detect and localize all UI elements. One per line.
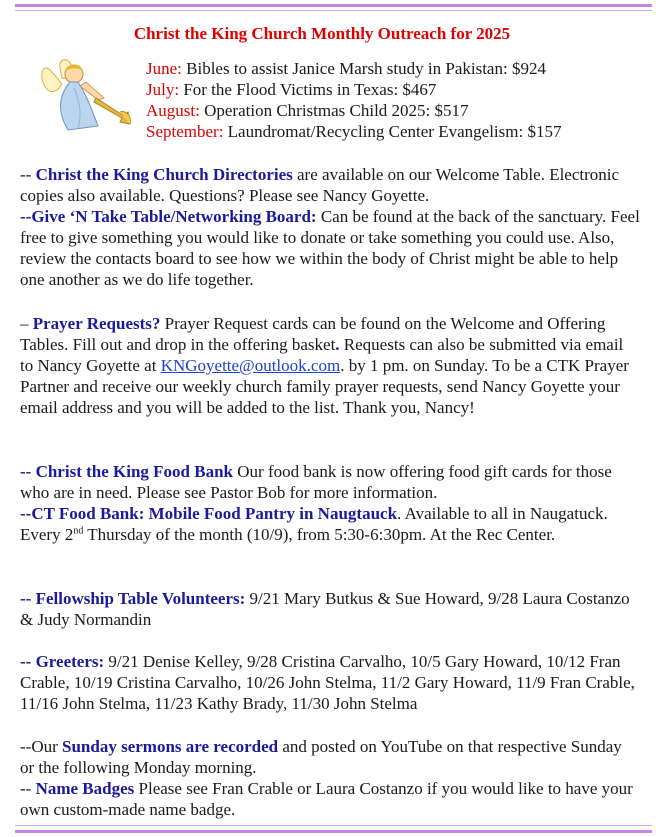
email-link[interactable]: KNGoyette@outlook.com <box>160 356 341 375</box>
sermons-heading: Sunday sermons are recorded <box>62 737 279 756</box>
outreach-month: August: <box>146 101 200 120</box>
name-badges-paragraph: -- Name Badges Please see Fran Crable or Laura Costanzo if you would like to have your own custom-made name badge. <box>20 779 633 819</box>
give-take-paragraph <box>20 206 640 290</box>
sermons-text: and posted on YouTube on that respective Sunday or the following Monday morning. <box>20 737 622 777</box>
outreach-list <box>146 58 561 142</box>
give-take-heading: --Give ‘N Take Table/Networking Board: <box>20 207 317 226</box>
page-title: Christ the King Church Monthly Outreach for 2025 <box>133 24 511 43</box>
sermons-paragraph: --Our Sunday sermons are recorded and posted on YouTube on that respective Sunday or the following Monday morning. <box>20 737 622 777</box>
top-border <box>15 4 652 7</box>
outreach-text: For the Flood Victims in Texas: $467 <box>179 80 437 99</box>
name-badges-text: Please see Fran Crable or Laura Costanzo if you would like to have your own custom-made name badge. <box>20 779 633 819</box>
directories-paragraph: -- Christ the King Church Directories are available on our Welcome Table. Electronic copies also available. Questions? Please see Nancy Goyette. <box>20 165 620 205</box>
angel-trumpet-illustration <box>34 54 134 136</box>
directories-text: are available on our Welcome Table. Electronic copies also available. Questions? Please see Nancy Goyette. <box>20 165 620 205</box>
ct-food-bank-paragraph: --CT Food Bank: Mobile Food Pantry in Naugtauck. Available to all in Naugatuck. Every 2nd Thursday of the month (10/9), from 5:30-6:30pm. At the Rec Center. <box>20 504 608 544</box>
outreach-month: September: <box>146 122 224 141</box>
top-border-inner <box>15 10 652 11</box>
outreach-item <box>146 58 561 79</box>
food-bank-paragraph <box>20 461 640 503</box>
name-badges-heading: Name Badges <box>35 779 135 798</box>
outreach-month: June: <box>146 59 182 78</box>
outreach-text: Laundromat/Recycling Center Evangelism: $157 <box>223 122 562 141</box>
bottom-border <box>15 830 652 833</box>
fellowship-text: 9/21 Mary Butkus & Sue Howard, 9/28 Laura Costanzo & Judy Normandin <box>20 589 630 629</box>
give-take-text: Can be found at the back of the sanctuary. Feel free to give something you would like to donate or take something you could use. Also, review the contacts board to see how we within the body of Christ might be able to help one another as we do life together. <box>20 207 640 289</box>
greeters-paragraph <box>20 651 640 714</box>
outreach-item <box>146 79 561 100</box>
outreach-item <box>146 121 561 142</box>
prayer-requests-paragraph: – Prayer Requests? Prayer Request cards can be found on the Welcome and Offering Tables. Fill out and drop in the offering basket. Requests can also be submitted via email to Nancy Goyette at KNGoyette@outlook.com. by 1 pm. on Sunday. To be a CTK Prayer Partner and receive our weekly church family prayer requests, send Nancy Goyette your email address and you will be added to the list. Thank you, Nancy! <box>20 314 629 417</box>
bottom-border-inner <box>15 825 652 826</box>
outreach-month: July: <box>146 80 180 99</box>
greeters-text: 9/21 Denise Kelley, 9/28 Cristina Carvalho, 10/5 Gary Howard, 10/12 Fran Crable, 10/19 Cristina Carvalho, 10/26 John Stelma, 11/2 Gary Howard, 11/9 Fran Crable, 11/16 John Stelma, 11/23 Kathy Brady, 11/30 John Stelma <box>20 652 635 713</box>
food-bank-text: Our food bank is now offering food gift cards for those who are in need. Please see Pastor Bob for more information. <box>20 462 612 502</box>
food-bank-heading: -- Christ the King Food Bank <box>20 462 233 481</box>
outreach-item <box>146 100 561 121</box>
greeters-heading: -- Greeters: <box>20 652 105 671</box>
fellowship-heading: -- Fellowship Table Volunteers: <box>20 589 246 608</box>
ct-food-bank-heading: --CT Food Bank: Mobile Food Pantry in Naugtauck <box>20 504 398 523</box>
prayer-requests-heading: Prayer Requests? <box>32 314 161 333</box>
outreach-text: Operation Christmas Child 2025: $517 <box>199 101 469 120</box>
outreach-text: Bibles to assist Janice Marsh study in Pakistan: $924 <box>181 59 546 78</box>
directories-heading: Christ the King Church Directories <box>35 165 293 184</box>
fellowship-paragraph <box>20 588 640 630</box>
